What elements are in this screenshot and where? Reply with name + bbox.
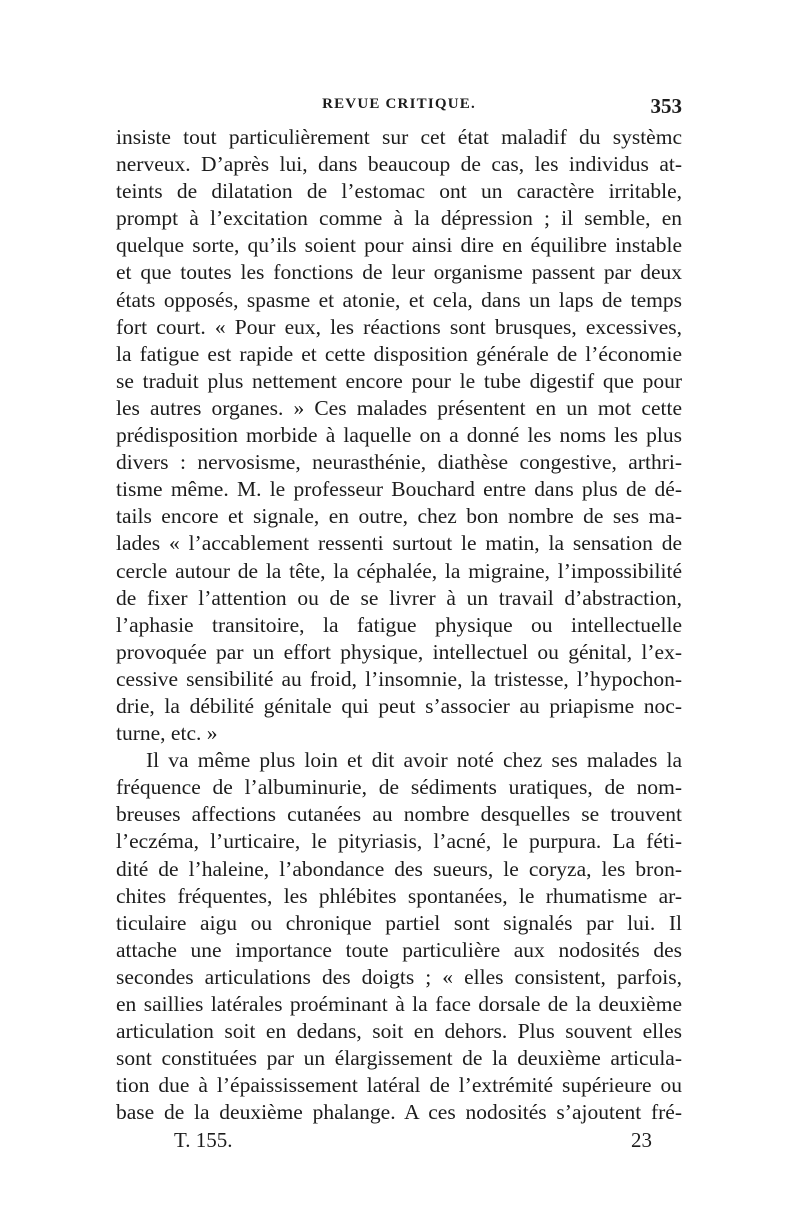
text-line: tisme même. M. le professeur Bouchard entre dans plus de dé- (116, 477, 682, 502)
text-line: dité de l’haleine, l’abondance des sueurs, le coryza, les bron- (116, 856, 682, 881)
text-line: fort court. « Pour eux, les réactions sont brusques, excessives, (116, 314, 682, 339)
text-line: secondes articulations des doigts ; « elles consistent, parfois, (116, 964, 682, 989)
text-line: turne, etc. » (116, 721, 218, 746)
text-line: cessive sensibilité au froid, l’insomnie, la tristesse, l’hypochon- (116, 666, 682, 691)
body-text (116, 124, 682, 1126)
text-line: fréquence de l’albuminurie, de sédiments uratiques, de nom- (116, 775, 682, 800)
text-line: base de la deuxième phalange. A ces nodosités s’ajoutent fré- (116, 1100, 682, 1125)
text-line: cercle autour de la tête, la céphalée, la migraine, l’impossibilité (116, 558, 682, 583)
text-line: lades « l’accablement ressenti surtout le matin, la sensation de (116, 531, 682, 556)
text-line: divers : nervosisme, neurasthénie, diathèse congestive, arthri- (116, 450, 682, 475)
text-line: drie, la débilité génitale qui peut s’associer au priapisme noc- (116, 693, 682, 718)
text-line: provoquée par un effort physique, intellectuel ou génital, l’ex- (116, 639, 682, 664)
text-line: l’aphasie transitoire, la fatigue physique ou intellectuelle (116, 612, 682, 637)
text-line: de fixer l’attention ou de se livrer à un travail d’abstraction, (116, 585, 682, 610)
running-title: REVUE CRITIQUE. (322, 96, 476, 112)
text-line: nerveux. D’après lui, dans beaucoup de cas, les individus at- (116, 152, 682, 177)
text-line: tion due à l’épaississement latéral de l’extrémité supérieure ou (116, 1073, 682, 1098)
text-line: insiste tout particulièrement sur cet état maladif du systèmc (116, 125, 682, 149)
text-line: l’eczéma, l’urticaire, le pityriasis, l’acné, le purpura. La féti- (116, 829, 682, 854)
text-line: sont constituées par un élargissement de la deuxième articula- (116, 1046, 682, 1071)
page-footer (116, 1128, 682, 1156)
text-line: ticulaire aigu ou chronique partiel sont signalés par lui. Il (116, 910, 682, 935)
paragraph-first-line: Il va même plus loin et dit avoir noté chez ses malades la (146, 748, 682, 773)
running-header (116, 96, 682, 122)
text-line: en saillies latérales proéminant à la face dorsale de la deuxième (116, 992, 682, 1016)
text-line: états opposés, spasme et atonie, et cela, dans un laps de temps (116, 287, 682, 312)
text-line: se traduit plus nettement encore pour le tube digestif que pour (116, 368, 682, 393)
text-line: breuses affections cutanées au nombre desquelles se trouvent (116, 802, 682, 827)
text-line: teints de dilatation de l’estomac ont un caractère irritable, (116, 179, 682, 204)
text-line: et que toutes les fonctions de leur organisme passent par deux (116, 260, 682, 285)
text-line: prompt à l’excitation comme à la dépression ; il semble, en (116, 206, 682, 231)
page-number: 353 (650, 94, 682, 118)
text-line: articulation soit en dedans, soit en dehors. Plus souvent elles (116, 1019, 682, 1044)
text-line: prédisposition morbide à laquelle on a donné les noms les plus (116, 423, 682, 448)
text-line: quelque sorte, qu’ils soient pour ainsi dire en équilibre instable (116, 233, 682, 258)
text-line: tails encore et signale, en outre, chez bon nombre de ses ma- (116, 504, 682, 529)
text-line: la fatigue est rapide et cette disposition générale de l’économie (116, 341, 682, 366)
text-line: chites fréquentes, les phlébites spontanées, le rhumatisme ar- (116, 883, 682, 908)
text-line: les autres organes. » Ces malades présentent en un mot cette (116, 395, 682, 420)
sheet-number: 23 (631, 1128, 652, 1152)
text-line: attache une importance toute particulière aux nodosités des (116, 937, 682, 962)
volume-signature: T. 155. (174, 1128, 233, 1152)
